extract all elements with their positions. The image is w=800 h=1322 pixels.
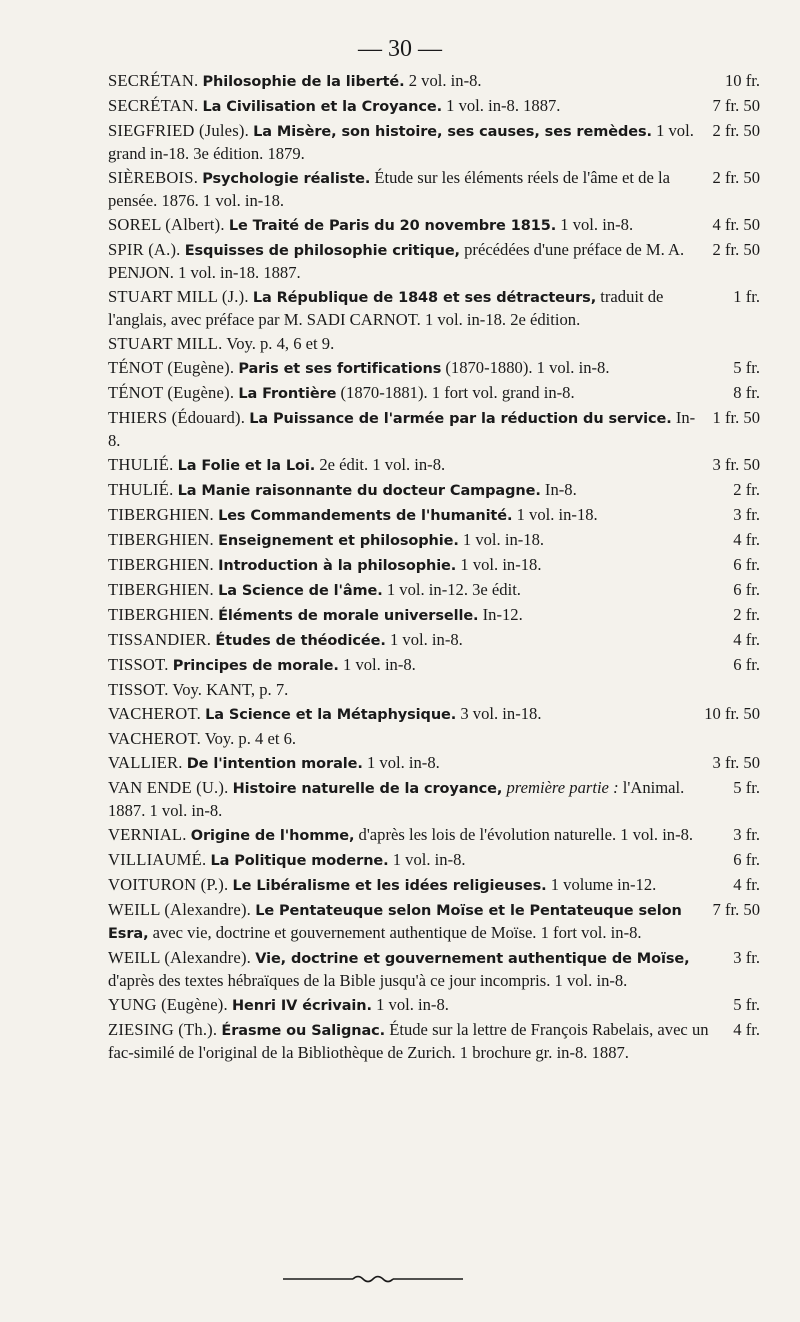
- entry-details: 1 vol. in-8. 1887.: [446, 96, 561, 115]
- entry-details: 1 vol. in-8.: [560, 215, 634, 234]
- entry-price: 2 fr. 50: [712, 240, 760, 259]
- entry-author: SIÈREBOIS.: [108, 168, 199, 187]
- catalog-entry: [108, 703, 760, 726]
- entry-details: 1 vol. in-12. 3e édit.: [386, 580, 521, 599]
- entry-price: 6 fr.: [733, 655, 760, 674]
- entry-price: 7 fr. 50: [712, 900, 760, 919]
- entry-author: VAN ENDE (U.).: [108, 778, 229, 797]
- entry-details: précédées d'une préface de M. A. PENJON. 1 vol. in-18. 1887.: [108, 240, 685, 282]
- entry-author: THULIÉ.: [108, 455, 174, 474]
- catalog-entry: [108, 167, 760, 212]
- entry-details: 1 vol. in-8.: [366, 753, 440, 772]
- entry-title: Principes de morale.: [172, 658, 339, 674]
- catalog-entry: [108, 874, 760, 897]
- entry-title: Érasme ou Salignac.: [221, 1023, 386, 1039]
- entry-price: 1 fr.: [733, 287, 760, 306]
- catalog-entry: [108, 357, 760, 380]
- entry-title: Les Commandements de l'humanité.: [218, 508, 513, 524]
- catalog-entry: [108, 479, 760, 502]
- entry-author: VACHEROT.: [108, 704, 201, 723]
- entry-price: 6 fr.: [733, 580, 760, 599]
- entry-details: 1 vol. in-8.: [392, 850, 466, 869]
- catalog-entry: [108, 529, 760, 552]
- catalog-entry: [108, 728, 760, 750]
- entry-price: 3 fr. 50: [712, 455, 760, 474]
- entry-price: 8 fr.: [733, 383, 760, 402]
- entry-title: La Folie et la Loi.: [177, 458, 316, 474]
- entry-author: VOITURON (P.).: [108, 875, 229, 894]
- entry-details: d'après des textes hébraïques de la Bible jusqu'à ce jour incompris. 1 vol. in-8.: [108, 971, 628, 990]
- entry-author: ZIESING (Th.).: [108, 1020, 218, 1039]
- entry-author: TIBERGHIEN.: [108, 530, 214, 549]
- catalog-entry: [108, 824, 760, 847]
- entry-price: 2 fr. 50: [712, 121, 760, 140]
- catalog-entry: [108, 679, 760, 701]
- entry-details: l'Animal. 1887. 1 vol. in-8.: [108, 778, 685, 820]
- entry-title: Enseignement et philosophie.: [218, 533, 459, 549]
- entry-price: 3 fr.: [733, 825, 760, 844]
- entry-author: SIEGFRIED (Jules).: [108, 121, 249, 140]
- entry-price: 3 fr. 50: [712, 753, 760, 772]
- entry-details: (1870-1881). 1 fort vol. grand in-8.: [340, 383, 575, 402]
- entry-author: TIBERGHIEN.: [108, 580, 214, 599]
- entry-author: TIBERGHIEN.: [108, 505, 214, 524]
- entry-title: Henri IV écrivain.: [232, 998, 372, 1014]
- entry-title: Le Libéralisme et les idées religieuses.: [232, 878, 547, 894]
- catalog-entry: [108, 239, 760, 284]
- entry-title: Le Traité de Paris du 20 novembre 1815.: [228, 218, 557, 234]
- entry-title: Esquisses de philosophie critique,: [184, 243, 460, 259]
- entry-price: 2 fr.: [733, 605, 760, 624]
- entry-price: 4 fr.: [733, 630, 760, 649]
- entry-details: 1 vol. in-8.: [376, 995, 449, 1014]
- catalog-list: [108, 70, 760, 1066]
- entry-author: SECRÉTAN.: [108, 71, 199, 90]
- entry-details: Étude sur les éléments réels de l'âme et de la pensée. 1876. 1 vol. in-18.: [108, 168, 670, 210]
- entry-details: 1 vol. in-18.: [460, 555, 542, 574]
- entry-details: In-8.: [544, 480, 577, 499]
- entry-details: Voy. KANT, p. 7.: [172, 680, 289, 699]
- entry-author: TISSOT.: [108, 655, 169, 674]
- catalog-entry: [108, 752, 760, 775]
- entry-author: VERNIAL.: [108, 825, 187, 844]
- entry-price: 10 fr.: [724, 71, 760, 90]
- entry-price: 2 fr. 50: [712, 168, 760, 187]
- entry-title: La République de 1848 et ses détracteurs,: [252, 290, 597, 306]
- catalog-entry: [108, 95, 760, 118]
- entry-author: TÉNOT (Eugène).: [108, 383, 235, 402]
- entry-author: STUART MILL (J.).: [108, 287, 249, 306]
- catalog-entry: [108, 554, 760, 577]
- entry-author: THULIÉ.: [108, 480, 174, 499]
- catalog-entry: [108, 947, 760, 992]
- entry-author: TISSOT.: [108, 680, 169, 699]
- entry-title: Vie, doctrine et gouvernement authentique de Moïse,: [255, 951, 690, 967]
- entry-price: 4 fr.: [733, 875, 760, 894]
- catalog-entry: [108, 604, 760, 627]
- entry-details: d'après les lois de l'évolution naturelle. 1 vol. in-8.: [358, 825, 694, 844]
- entry-price: 4 fr.: [733, 1020, 760, 1039]
- catalog-entry: [108, 1019, 760, 1064]
- entry-title: La Civilisation et la Croyance.: [202, 99, 442, 115]
- entry-price: 5 fr.: [733, 358, 760, 377]
- catalog-entry: [108, 120, 760, 165]
- entry-author: WEILL (Alexandre).: [108, 900, 252, 919]
- entry-title: Introduction à la philosophie.: [218, 558, 457, 574]
- entry-details: 3 vol. in-18.: [460, 704, 542, 723]
- entry-price: 1 fr. 50: [712, 408, 760, 427]
- catalog-entry: [108, 994, 760, 1017]
- entry-price: 2 fr.: [733, 480, 760, 499]
- entry-author: TIBERGHIEN.: [108, 605, 214, 624]
- entry-author: THIERS (Édouard).: [108, 408, 246, 427]
- catalog-entry: [108, 899, 760, 945]
- entry-details: 1 vol. in-18.: [462, 530, 545, 549]
- entry-author: TIBERGHIEN.: [108, 555, 214, 574]
- entry-price: 4 fr.: [733, 530, 760, 549]
- entry-title: La Frontière: [238, 386, 337, 402]
- entry-author: TÉNOT (Eugène).: [108, 358, 235, 377]
- entry-title: La Misère, son histoire, ses causes, ses remèdes.: [253, 124, 652, 140]
- entry-details: In-12.: [482, 605, 523, 624]
- catalog-entry: [108, 454, 760, 477]
- entry-author: SOREL (Albert).: [108, 215, 225, 234]
- entry-title: La Science et la Métaphysique.: [205, 707, 457, 723]
- entry-price: 3 fr.: [733, 948, 760, 967]
- entry-author: STUART MILL.: [108, 334, 223, 353]
- entry-author: VILLIAUMÉ.: [108, 850, 207, 869]
- catalog-entry: [108, 777, 760, 822]
- entry-title: Paris et ses fortifications: [238, 361, 442, 377]
- entry-title: De l'intention morale.: [186, 756, 363, 772]
- entry-title: La Puissance de l'armée par la réduction du service.: [249, 411, 672, 427]
- entry-author: TISSANDIER.: [108, 630, 212, 649]
- entry-price: 6 fr.: [733, 850, 760, 869]
- entry-title: Philosophie de la liberté.: [202, 74, 405, 90]
- page-number: — 30 —: [358, 36, 442, 62]
- ornament-divider-icon: [283, 1273, 463, 1285]
- catalog-entry: [108, 286, 760, 331]
- entry-author: SPIR (A.).: [108, 240, 181, 259]
- entry-price: 7 fr. 50: [712, 96, 760, 115]
- entry-price: 10 fr. 50: [704, 704, 760, 723]
- catalog-entry: [108, 333, 760, 355]
- entry-author: VALLIER.: [108, 753, 183, 772]
- entry-details: 2 vol. in-8.: [408, 71, 482, 90]
- entry-title: La Politique moderne.: [210, 853, 389, 869]
- catalog-entry: [108, 849, 760, 872]
- entry-title: Origine de l'homme,: [190, 828, 355, 844]
- entry-details: Étude sur la lettre de François Rabelais, avec un fac-similé de l'original de la Bibliothèque de Zurich. 1 brochure gr. in-8. 1887.: [108, 1020, 709, 1062]
- entry-details: (1870-1880). 1 vol. in-8.: [445, 358, 610, 377]
- entry-author: YUNG (Eugène).: [108, 995, 228, 1014]
- entry-title: Éléments de morale universelle.: [218, 608, 479, 624]
- entry-subtitle: première partie :: [506, 778, 619, 797]
- entry-details: Voy. p. 4 et 6.: [204, 729, 297, 748]
- entry-title: Histoire naturelle de la croyance,: [232, 781, 503, 797]
- entry-price: 5 fr.: [733, 778, 760, 797]
- entry-details: 1 vol. in-18.: [516, 505, 598, 524]
- entry-author: WEILL (Alexandre).: [108, 948, 252, 967]
- catalog-entry: [108, 504, 760, 527]
- entry-author: VACHEROT.: [108, 729, 201, 748]
- entry-details: 1 volume in-12.: [550, 875, 657, 894]
- entry-details: Voy. p. 4, 6 et 9.: [226, 334, 335, 353]
- catalog-entry: [108, 214, 760, 237]
- entry-price: 6 fr.: [733, 555, 760, 574]
- entry-details: In-8.: [108, 408, 696, 450]
- entry-title: Psychologie réaliste.: [202, 171, 371, 187]
- entry-price: 3 fr.: [733, 505, 760, 524]
- catalog-entry: [108, 579, 760, 602]
- entry-title: La Science de l'âme.: [218, 583, 383, 599]
- entry-title: Le Pentateuque selon Moïse et le Pentateuque selon Esra,: [108, 903, 682, 942]
- entry-title: La Manie raisonnante du docteur Campagne.: [177, 483, 541, 499]
- entry-details: avec vie, doctrine et gouvernement authentique de Moïse. 1 fort vol. in-8.: [152, 923, 642, 942]
- catalog-entry: [108, 407, 760, 452]
- entry-details: 1 vol. in-8.: [343, 655, 416, 674]
- entry-price: 5 fr.: [733, 995, 760, 1014]
- entry-title: Études de théodicée.: [215, 633, 386, 649]
- entry-details: 2e édit. 1 vol. in-8.: [319, 455, 446, 474]
- catalog-entry: [108, 70, 760, 93]
- entry-details: traduit de l'anglais, avec préface par M. SADI CARNOT. 1 vol. in-18. 2e édition.: [108, 287, 664, 329]
- entry-details: 1 vol. in-8.: [389, 630, 463, 649]
- catalog-entry: [108, 382, 760, 405]
- entry-author: SECRÉTAN.: [108, 96, 199, 115]
- entry-details: 1 vol. grand in-18. 3e édition. 1879.: [108, 121, 694, 163]
- catalog-entry: [108, 654, 760, 677]
- entry-price: 4 fr. 50: [712, 215, 760, 234]
- catalog-entry: [108, 629, 760, 652]
